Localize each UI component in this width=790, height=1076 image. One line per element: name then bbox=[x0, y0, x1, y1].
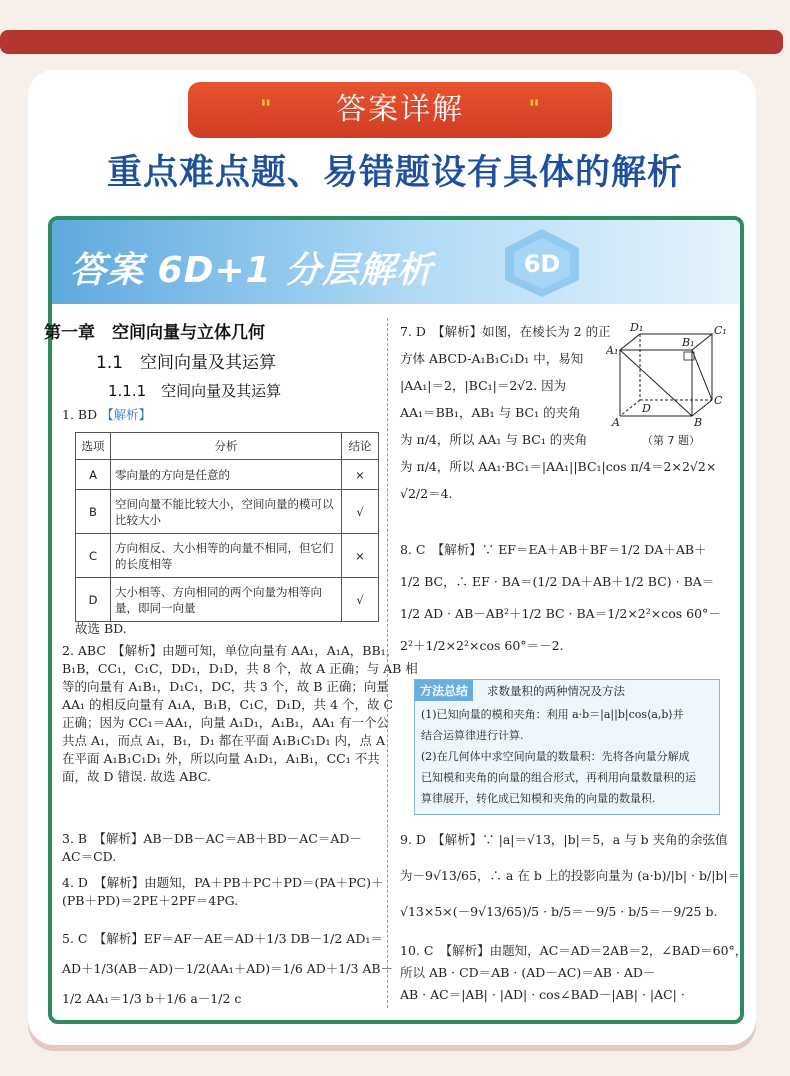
table-row bbox=[76, 578, 379, 622]
q5-block bbox=[62, 924, 393, 1014]
text-line: 算律展开，转化成已知模和夹角的向量的数量积. bbox=[421, 792, 656, 805]
text-line: AA₁ 的相反向量有 A₁A，B₁B，C₁C，D₁D，共 4 个，故 C bbox=[62, 697, 394, 712]
text-line: 2²＋1/2×2²×cos 60°＝－2. bbox=[400, 638, 564, 653]
text-line: 面，故 D 错误. 故选 ABC. bbox=[62, 769, 211, 784]
text-line: B₁B，CC₁，C₁C，DD₁，D₁D，共 8 个，故 A 正确；与 AB 相 bbox=[62, 661, 418, 676]
text-line: 8. C 【解析】∵ EF＝EA＋AB＋BF＝1/2 DA＋AB＋ bbox=[400, 542, 707, 557]
subsection-title: 1.1.1 空间向量及其运算 bbox=[108, 382, 282, 400]
text-line: (1)已知向量的模和夹角：利用 a·b＝|a||b|cos⟨a,b⟩并 bbox=[421, 708, 684, 721]
table-header: 分析 bbox=[111, 433, 342, 460]
text-line: 为－9√13/65，∴ a 在 b 上的投影向量为 (a·b)/|b| · b/|b|＝ bbox=[400, 868, 741, 883]
chapter-title: 第一章 空间向量与立体几何 bbox=[44, 323, 265, 343]
text-line: 4. D 【解析】由题知，PA＋PB＋PC＋PD＝(PA＋PC)＋ bbox=[62, 875, 384, 890]
cube-label: D bbox=[642, 402, 651, 415]
q1-head bbox=[62, 406, 151, 424]
table-header: 结论 bbox=[342, 433, 379, 460]
text-line: 5. C 【解析】EF＝AF－AE＝AD＋1/3 DB－1/2 AD₁＝ bbox=[62, 931, 383, 946]
table-cell: 方向相反、大小相等的向量不相同，但它们的长度相等 bbox=[111, 534, 342, 578]
table-cell: × bbox=[342, 460, 379, 490]
text-line: 已知模和夹角的向量的组合形式，再利用向量数量积的运 bbox=[421, 771, 696, 784]
cube-figure bbox=[606, 320, 730, 450]
answer-badge bbox=[188, 82, 612, 138]
page-subtitle: 重点难点题、易错题设有具体的解析 bbox=[106, 153, 683, 193]
text-line: 9. D 【解析】∵ |a|＝√13，|b|＝5，a 与 b 夹角的余弦值 bbox=[400, 832, 728, 847]
figure-caption: （第 7 题） bbox=[642, 434, 700, 447]
text-line: 2. ABC 【解析】由题可知，单位向量有 AA₁，A₁A，BB₁， bbox=[62, 643, 399, 658]
method-tag: 方法总结 bbox=[415, 680, 473, 701]
method-title: 求数量积的两种情况及方法 bbox=[487, 684, 625, 698]
text-line: AD＋1/3(AB－AD)－1/2(AA₁＋AD)＝1/6 AD＋1/3 AB－ bbox=[62, 961, 394, 976]
text-line: (2)在几何体中求空间向量的数量积：先将各向量分解成 bbox=[421, 750, 690, 763]
text-line: AB · AC＝|AB| · |AD| · cos∠BAD－|AB| · |AC| · bbox=[400, 987, 685, 1002]
badge-label: 答案详解 bbox=[336, 92, 464, 127]
analysis-table bbox=[75, 432, 379, 622]
table-cell: A bbox=[76, 460, 111, 490]
q1-number: 1. BD bbox=[62, 407, 98, 422]
q9-block bbox=[400, 822, 740, 930]
quote-mark-right: " bbox=[528, 97, 540, 122]
book-header-title: 答案 6D+1 分层解析 bbox=[70, 250, 434, 291]
table-row bbox=[76, 534, 379, 578]
q8-block bbox=[400, 534, 721, 662]
cube-label: D₁ bbox=[630, 321, 644, 334]
table-header-row bbox=[76, 433, 379, 460]
text-line: 7. D 【解析】如图，在棱长为 2 的正 bbox=[400, 324, 611, 339]
text-line: AA₁＝BB₁，AB₁ 与 BC₁ 的夹角 bbox=[400, 405, 581, 420]
text-line: 共点 A₁，而点 A₁，B₁，D₁ 都在平面 A₁B₁C₁D₁ 内，点 A bbox=[62, 733, 386, 748]
table-cell: 零向量的方向是任意的 bbox=[111, 460, 342, 490]
text-line: AC＝CD. bbox=[62, 849, 117, 864]
q2-block bbox=[62, 642, 418, 786]
method-body bbox=[421, 704, 696, 809]
table-cell: √ bbox=[342, 578, 379, 622]
text-line: 1/2 AA₁＝1/3 b＋1/6 a－1/2 c bbox=[62, 991, 242, 1006]
table-cell: B bbox=[76, 490, 111, 534]
text-line: 方体 ABCD-A₁B₁C₁D₁ 中，易知 bbox=[400, 351, 584, 366]
text-line: 所以 AB · CD＝AB · (AD－AC)＝AB · AD－ bbox=[400, 965, 656, 980]
top-banner-bar bbox=[0, 30, 783, 54]
book-header bbox=[52, 220, 740, 304]
text-line: √13×5×(－9√13/65)/5 · b/5＝－9/5 · b/5＝－9/25 b. bbox=[400, 904, 718, 919]
text-line: 3. B 【解析】AB－DB－AC＝AB＋BD－AC＝AD－ bbox=[62, 831, 362, 846]
text-line: 1/2 BC，∴ EF · BA＝(1/2 DA＋AB＋1/2 BC) · BA＝ bbox=[400, 574, 715, 589]
cube-label: C₁ bbox=[714, 324, 727, 337]
table-header: 选项 bbox=[76, 433, 111, 460]
table-row bbox=[76, 460, 379, 490]
quote-mark-left: " bbox=[260, 97, 272, 122]
cube-label: A bbox=[612, 416, 620, 429]
section-title: 1.1 空间向量及其运算 bbox=[96, 353, 277, 373]
text-line: 结合运算律进行计算. bbox=[421, 729, 524, 742]
text-line: 为 π/4，所以 AA₁ 与 BC₁ 的夹角 bbox=[400, 432, 588, 447]
q4-block bbox=[62, 874, 384, 910]
text-line: 1/2 AD · AB－AB²＋1/2 BC · BA＝1/2×2²×cos 60°－ bbox=[400, 606, 721, 621]
text-line: 等的向量有 A₁B₁，D₁C₁，DC，共 3 个，故 B 正确；向量 bbox=[62, 679, 389, 694]
q1-tag: 【解析】 bbox=[101, 407, 152, 422]
table-cell: × bbox=[342, 534, 379, 578]
q1-conclusion: 故选 BD. bbox=[75, 621, 127, 636]
text-line: 10. C 【解析】由题知，AC＝AD＝2AB＝2，∠BAD＝60°， bbox=[400, 943, 748, 958]
table-cell: C bbox=[76, 534, 111, 578]
cube-label: B₁ bbox=[682, 336, 695, 349]
q10-block bbox=[400, 940, 747, 1006]
text-line: √2/2＝4. bbox=[400, 486, 453, 501]
text-line: 为 π/4，所以 AA₁·BC₁＝|AA₁||BC₁|cos π/4＝2×2√2× bbox=[400, 459, 717, 474]
text-line: 在平面 A₁B₁C₁D₁ 外，所以向量 A₁D₁，A₁B₁，CC₁ 不共 bbox=[62, 751, 380, 766]
table-cell: 空间向量不能比较大小，空间向量的模可以比较大小 bbox=[111, 490, 342, 534]
column-divider bbox=[387, 318, 388, 1008]
text-line: (PB＋PD)＝2PE＋2PF＝4PG. bbox=[62, 893, 239, 908]
table-cell: √ bbox=[342, 490, 379, 534]
logo-text: 6D bbox=[523, 250, 561, 278]
cube-label: B bbox=[694, 416, 703, 429]
table-cell: D bbox=[76, 578, 111, 622]
6d-hexagon-logo-icon bbox=[500, 226, 584, 300]
table-row bbox=[76, 490, 379, 534]
method-summary-box bbox=[414, 679, 720, 815]
cube-label: A₁ bbox=[606, 344, 619, 357]
q3-block bbox=[62, 830, 362, 866]
table-cell: 大小相等、方向相同的两个向量为相等向量，即同一向量 bbox=[111, 578, 342, 622]
cube-label: C bbox=[714, 394, 723, 407]
text-line: |AA₁|＝2，|BC₁|＝2√2. 因为 bbox=[400, 378, 567, 393]
text-line: 正确；因为 CC₁＝AA₁，向量 A₁D₁，A₁B₁，AA₁ 有一个公 bbox=[62, 715, 389, 730]
